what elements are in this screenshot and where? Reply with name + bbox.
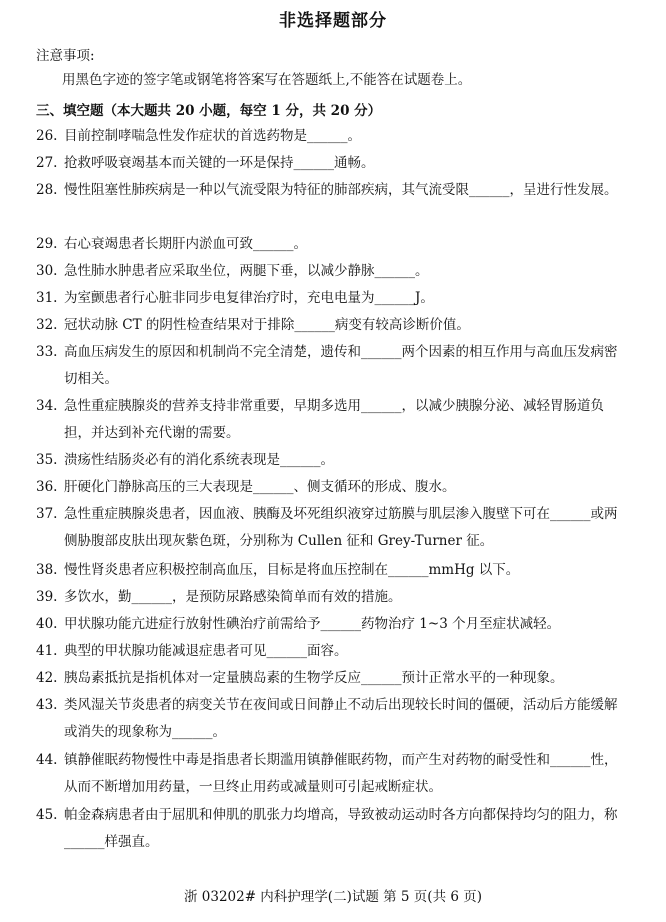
question-text: 镇静催眠药物慢性中毒是指患者长期滥用镇静催眠药物，而产生对药物的耐受性和______性，从而不断增加用药量，一旦终止用药或减量则可引起戒断症状。	[64, 752, 618, 795]
question-text: 抢救呼吸衰竭基本而关键的一环是保持______通畅。	[64, 155, 375, 171]
question-number: 28.	[36, 182, 58, 198]
question-item	[36, 231, 626, 258]
page-footer: 浙 03202# 内科护理学(二)试题 第 5 页(共 6 页)	[183, 889, 483, 905]
question-number: 42.	[36, 670, 58, 686]
question-item	[36, 150, 626, 177]
section-heading: 三、填空题（本大题共 20 小题，每空 1 分，共 20 分）	[36, 103, 382, 119]
question-number: 36.	[36, 479, 58, 495]
page-title: 非选择题部分	[279, 11, 387, 31]
question-item	[36, 393, 626, 447]
question-item	[36, 177, 626, 204]
question-text: 类风湿关节炎患者的病变关节在夜间或日间静止不动后出现较长时间的僵硬，活动后方能缓解或消失的现象称为______。	[64, 697, 618, 740]
question-text: 帕金森病患者由于屈肌和伸肌的肌张力均增高，导致被动运动时各方向都保持均匀的阻力，称______样强直。	[64, 807, 618, 850]
question-number: 44.	[36, 752, 58, 768]
question-text: 肝硬化门静脉高压的三大表现是______、侧支循环的形成、腹水。	[64, 479, 456, 495]
question-item	[36, 611, 626, 638]
question-item	[36, 557, 626, 584]
question-text: 冠状动脉 CT 的阴性检查结果对于排除______病变有较高诊断价值。	[64, 317, 470, 333]
question-number: 34.	[36, 398, 58, 414]
question-text: 急性重症胰腺炎患者，因血液、胰酶及坏死组织液穿过筋膜与肌层渗入腹壁下可在______或两侧胁腹部皮肤出现灰紫色斑，分别称为 Cullen 征和 Grey-Turner 征。	[64, 506, 618, 549]
question-number: 32.	[36, 317, 58, 333]
question-item	[36, 339, 626, 393]
question-number: 30.	[36, 263, 58, 279]
question-number: 45.	[36, 807, 58, 823]
question-text: 右心衰竭患者长期肝内淤血可致______。	[64, 236, 307, 252]
question-text: 慢性阻塞性肺疾病是一种以气流受限为特征的肺部疾病，其气流受限______，呈进行性发展。	[64, 182, 618, 198]
question-item	[36, 665, 626, 692]
question-item	[36, 258, 626, 285]
question-text: 甲状腺功能亢进症行放射性碘治疗前需给予______药物治疗 1~3 个月至症状减轻。	[64, 616, 561, 632]
question-text: 溃疡性结肠炎必有的消化系统表现是______。	[64, 452, 334, 468]
question-item	[36, 123, 626, 150]
question-number: 27.	[36, 155, 58, 171]
question-item	[36, 802, 626, 856]
question-item	[36, 447, 626, 474]
question-number: 35.	[36, 452, 58, 468]
question-item	[36, 474, 626, 501]
question-text: 多饮水，勤______，是预防尿路感染简单而有效的措施。	[64, 589, 402, 605]
notice-heading: 注意事项:	[36, 48, 95, 64]
question-number: 39.	[36, 589, 58, 605]
question-number: 41.	[36, 643, 58, 659]
question-item	[36, 501, 626, 555]
question-number: 43.	[36, 697, 58, 713]
question-text: 目前控制哮喘急性发作症状的首选药物是______。	[64, 128, 361, 144]
question-number: 33.	[36, 344, 58, 360]
question-number: 40.	[36, 616, 58, 632]
question-item	[36, 638, 626, 665]
question-text: 为室颤患者行心脏非同步电复律治疗时，充电电量为______J。	[64, 290, 434, 306]
question-text: 急性肺水肿患者应采取坐位，两腿下垂，以减少静脉______。	[64, 263, 429, 279]
question-item	[36, 692, 626, 746]
question-item	[36, 584, 626, 611]
notice-body: 用黑色字迹的签字笔或钢笔将答案写在答题纸上,不能答在试题卷上。	[62, 72, 472, 88]
question-text: 胰岛素抵抗是指机体对一定量胰岛素的生物学反应______预计正常水平的一种现象。	[64, 670, 564, 686]
question-item	[36, 312, 626, 339]
question-text: 急性重症胰腺炎的营养支持非常重要，早期多选用______，以减少胰腺分泌、减轻胃肠道负担，并达到补充代谢的需要。	[64, 398, 604, 441]
question-text: 高血压病发生的原因和机制尚不完全清楚，遗传和______两个因素的相互作用与高血压发病密切相关。	[64, 344, 618, 387]
question-number: 38.	[36, 562, 58, 578]
question-number: 37.	[36, 506, 58, 522]
question-number: 26.	[36, 128, 58, 144]
question-number: 31.	[36, 290, 58, 306]
question-item	[36, 285, 626, 312]
question-item	[36, 747, 626, 801]
question-text: 典型的甲状腺功能减退症患者可见______面容。	[64, 643, 348, 659]
question-text: 慢性肾炎患者应积极控制高血压，目标是将血压控制在______mmHg 以下。	[64, 562, 520, 578]
question-number: 29.	[36, 236, 58, 252]
